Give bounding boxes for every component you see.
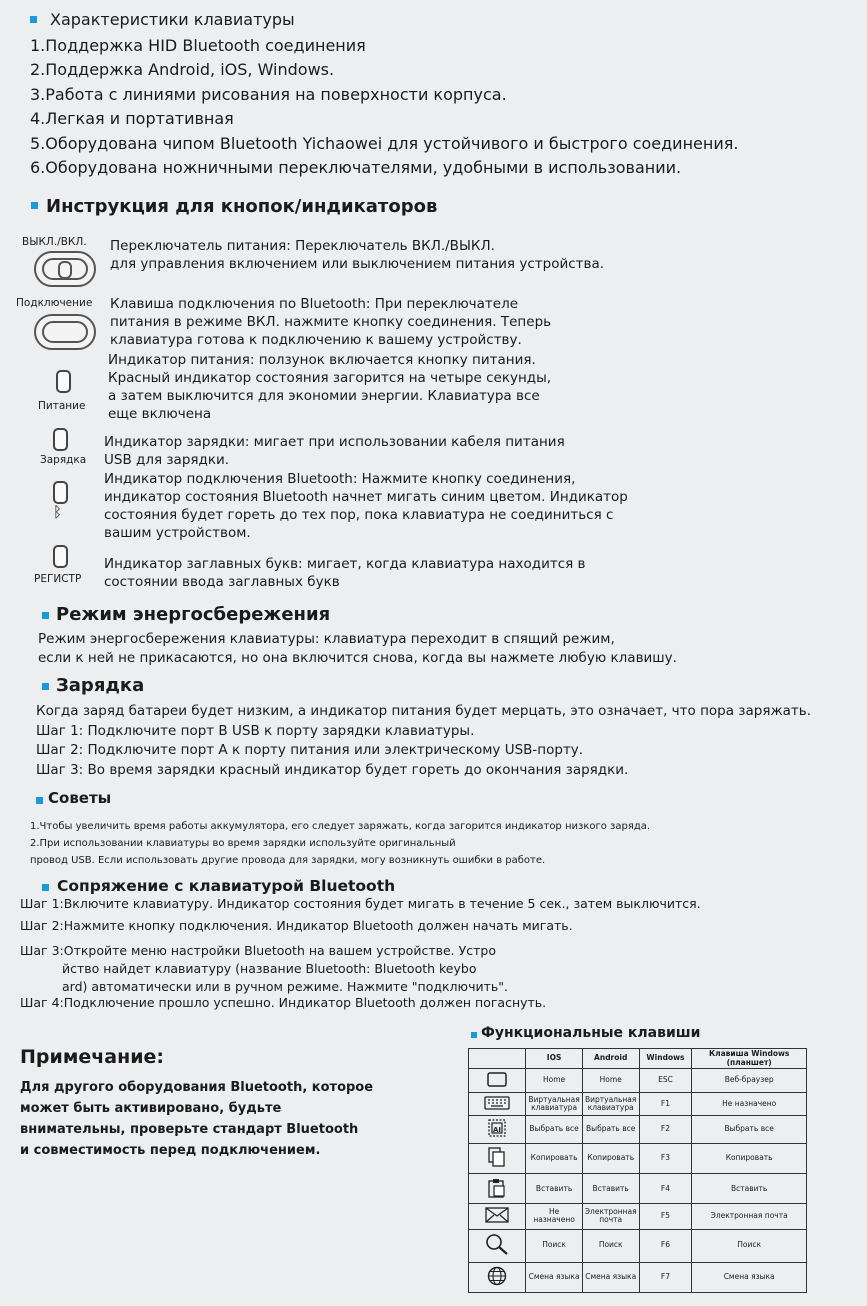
pairing-step-2: Шаг 2:Нажмите кнопку подключения. Индикатор Bluetooth должен начать мигать. xyxy=(20,918,573,933)
connect-key-label: Подключение xyxy=(16,297,93,309)
bluetooth-led-text: Индикатор подключения Bluetooth: Нажмите кнопку соединения, индикатор состояния Bluetooth начнет мигать синим цветом. Индикатор состояния будет гореть до тех пор, пока клавиатура не соединиться с вашим устройством. xyxy=(104,471,628,541)
power-switch-text: Переключатель питания: Переключатель ВКЛ./ВЫКЛ. для управления включением или выключением питания устройства. xyxy=(110,238,605,272)
tips-text: 1.Чтобы увеличить время работы аккумулятора, его следует заряжать, когда загорится индикатор низкого заряда. 2.При использовании клавиатуры во время зарядки используйте оригинальный провод USB. Если использовать другие провода для зарядки, могу возникнуть ошибки в работе. xyxy=(30,821,651,866)
copy-icon xyxy=(488,1147,506,1169)
power-switch-icon xyxy=(34,251,96,287)
buttons-heading: Инструкция для кнопок/индикаторов xyxy=(46,196,438,217)
features-list xyxy=(30,34,738,180)
table-row: Вставить Вставить F4 Вставить xyxy=(469,1173,807,1203)
features-heading: Характеристики клавиатуры xyxy=(50,10,295,29)
caps-led-label: РЕГИСТР xyxy=(34,573,82,585)
charging-text: Когда заряд батареи будет низким, а индикатор питания будет мерцать, это означает, что пора заряжать. Шаг 1: Подключите порт B USB к порту зарядки клавиатуры. Шаг 2: Подключите порт A к порту питания или электрическому USB-порту. Шаг 3: Во время зарядки красный индикатор будет гореть до окончания зарядки. xyxy=(36,703,811,778)
feature-item: 2.Поддержка Android, iOS, Windows. xyxy=(30,60,335,80)
power-switch-label: ВЫКЛ./ВКЛ. xyxy=(22,236,87,248)
table-header-icon xyxy=(469,1049,526,1069)
note-text: Для другого оборудования Bluetooth, которое может быть активировано, будьте внимательны, проверьте стандарт Bluetooth и совместимость перед подключением. xyxy=(20,1080,374,1158)
table-row: AI Выбрать все Выбрать все F2 Выбрать все xyxy=(469,1115,807,1143)
connect-button-icon xyxy=(34,314,96,350)
table-header: Android xyxy=(582,1049,639,1069)
section-bullet xyxy=(30,16,37,23)
bluetooth-icon: ᛒ xyxy=(53,503,63,521)
bluetooth-led-icon xyxy=(53,481,68,504)
mail-icon xyxy=(485,1207,509,1225)
feature-item: 5.Оборудована чипом Bluetooth Yichaowei для устойчивого и быстрого соединения. xyxy=(30,133,739,153)
section-bullet xyxy=(36,797,43,804)
paste-icon xyxy=(488,1178,506,1200)
select-all-icon xyxy=(488,1119,506,1139)
power-led-icon xyxy=(56,370,71,393)
section-bullet xyxy=(471,1032,477,1038)
search-icon xyxy=(485,1233,509,1257)
caps-led-icon xyxy=(53,545,68,568)
function-keys-table xyxy=(468,1048,807,1293)
tips-heading: Советы xyxy=(48,789,112,807)
feature-item: 6.Оборудована ножничными переключателями, удобными в использовании. xyxy=(30,158,682,178)
home-icon xyxy=(487,1072,507,1089)
keyboard-icon xyxy=(484,1096,510,1112)
table-row: Home Home ESC Веб-браузер xyxy=(469,1069,807,1093)
section-bullet xyxy=(42,884,49,891)
table-row: Не назначено Электронная почта F5 Электронная почта xyxy=(469,1204,807,1229)
table-header: Windows xyxy=(639,1049,692,1069)
charge-led-icon xyxy=(53,428,68,451)
feature-item: 1.Поддержка HID Bluetooth соединения xyxy=(30,36,366,55)
pairing-step-1: Шаг 1:Включите клавиатуру. Индикатор состояния будет мигать в течение 5 сек., затем выключится. xyxy=(20,896,701,911)
power-saving-text: Режим энергосбережения клавиатуры: клавиатура переходит в спящий режим, если к ней не прикасаются, но она включится снова, когда вы нажмете любую клавишу. xyxy=(38,631,677,666)
connect-key-text: Клавиша подключения по Bluetooth: При переключателе питания в режиме ВКЛ. нажмите кнопку соединения. Теперь клавиатура готова к подключению к вашему устройству. xyxy=(110,296,552,348)
svg-text:AI: AI xyxy=(493,1126,502,1134)
table-row: Виртуальная клавиатура Виртуальная клавиатура F1 Не назначено xyxy=(469,1092,807,1115)
charge-led-label: Зарядка xyxy=(40,454,87,466)
table-header: Клавиша Windows (планшет) xyxy=(692,1049,807,1069)
section-bullet xyxy=(42,612,49,619)
function-keys-heading: Функциональные клавиши xyxy=(481,1025,701,1041)
feature-item: 3.Работа с линиями рисования на поверхности корпуса. xyxy=(30,84,507,104)
section-bullet xyxy=(31,202,38,209)
table-header: IOS xyxy=(526,1049,582,1069)
pairing-step-4: Шаг 4:Подключение прошло успешно. Индикатор Bluetooth должен погаснуть. xyxy=(20,995,547,1010)
table-row: Смена языка Смена языка F7 Смена языка xyxy=(469,1262,807,1292)
feature-item: 4.Легкая и портативная xyxy=(30,109,234,129)
section-bullet xyxy=(42,683,49,690)
caps-led-text: Индикатор заглавных букв: мигает, когда клавиатура находится в состоянии ввода заглавных букв xyxy=(104,556,586,590)
power-led-label: Питание xyxy=(38,400,86,412)
table-row: Копировать Копировать F3 Копировать xyxy=(469,1143,807,1173)
pairing-heading: Сопряжение с клавиатурой Bluetooth xyxy=(57,877,396,895)
globe-icon xyxy=(487,1266,507,1288)
power-saving-heading: Режим энергосбережения xyxy=(56,604,331,625)
table-row: Поиск Поиск F6 Поиск xyxy=(469,1229,807,1262)
pairing-step-3: Шаг 3:Откройте меню настройки Bluetooth на вашем устройстве. Устро йство найдет клавиатуру (название Bluetooth: Bluetooth keybo ard) автоматически или в ручном режиме. Нажмите "подключить". xyxy=(20,943,508,994)
note-heading: Примечание: xyxy=(20,1046,165,1068)
power-led-text: Индикатор питания: ползунок включается кнопку питания. Красный индикатор состояния загорится на четыре секунды, а затем выключится для экономии энергии. Клавиатура все еще включена xyxy=(108,352,552,422)
charge-led-text: Индикатор зарядки: мигает при использовании кабеля питания USB для зарядки. xyxy=(104,434,565,468)
charging-heading: Зарядка xyxy=(56,675,145,696)
